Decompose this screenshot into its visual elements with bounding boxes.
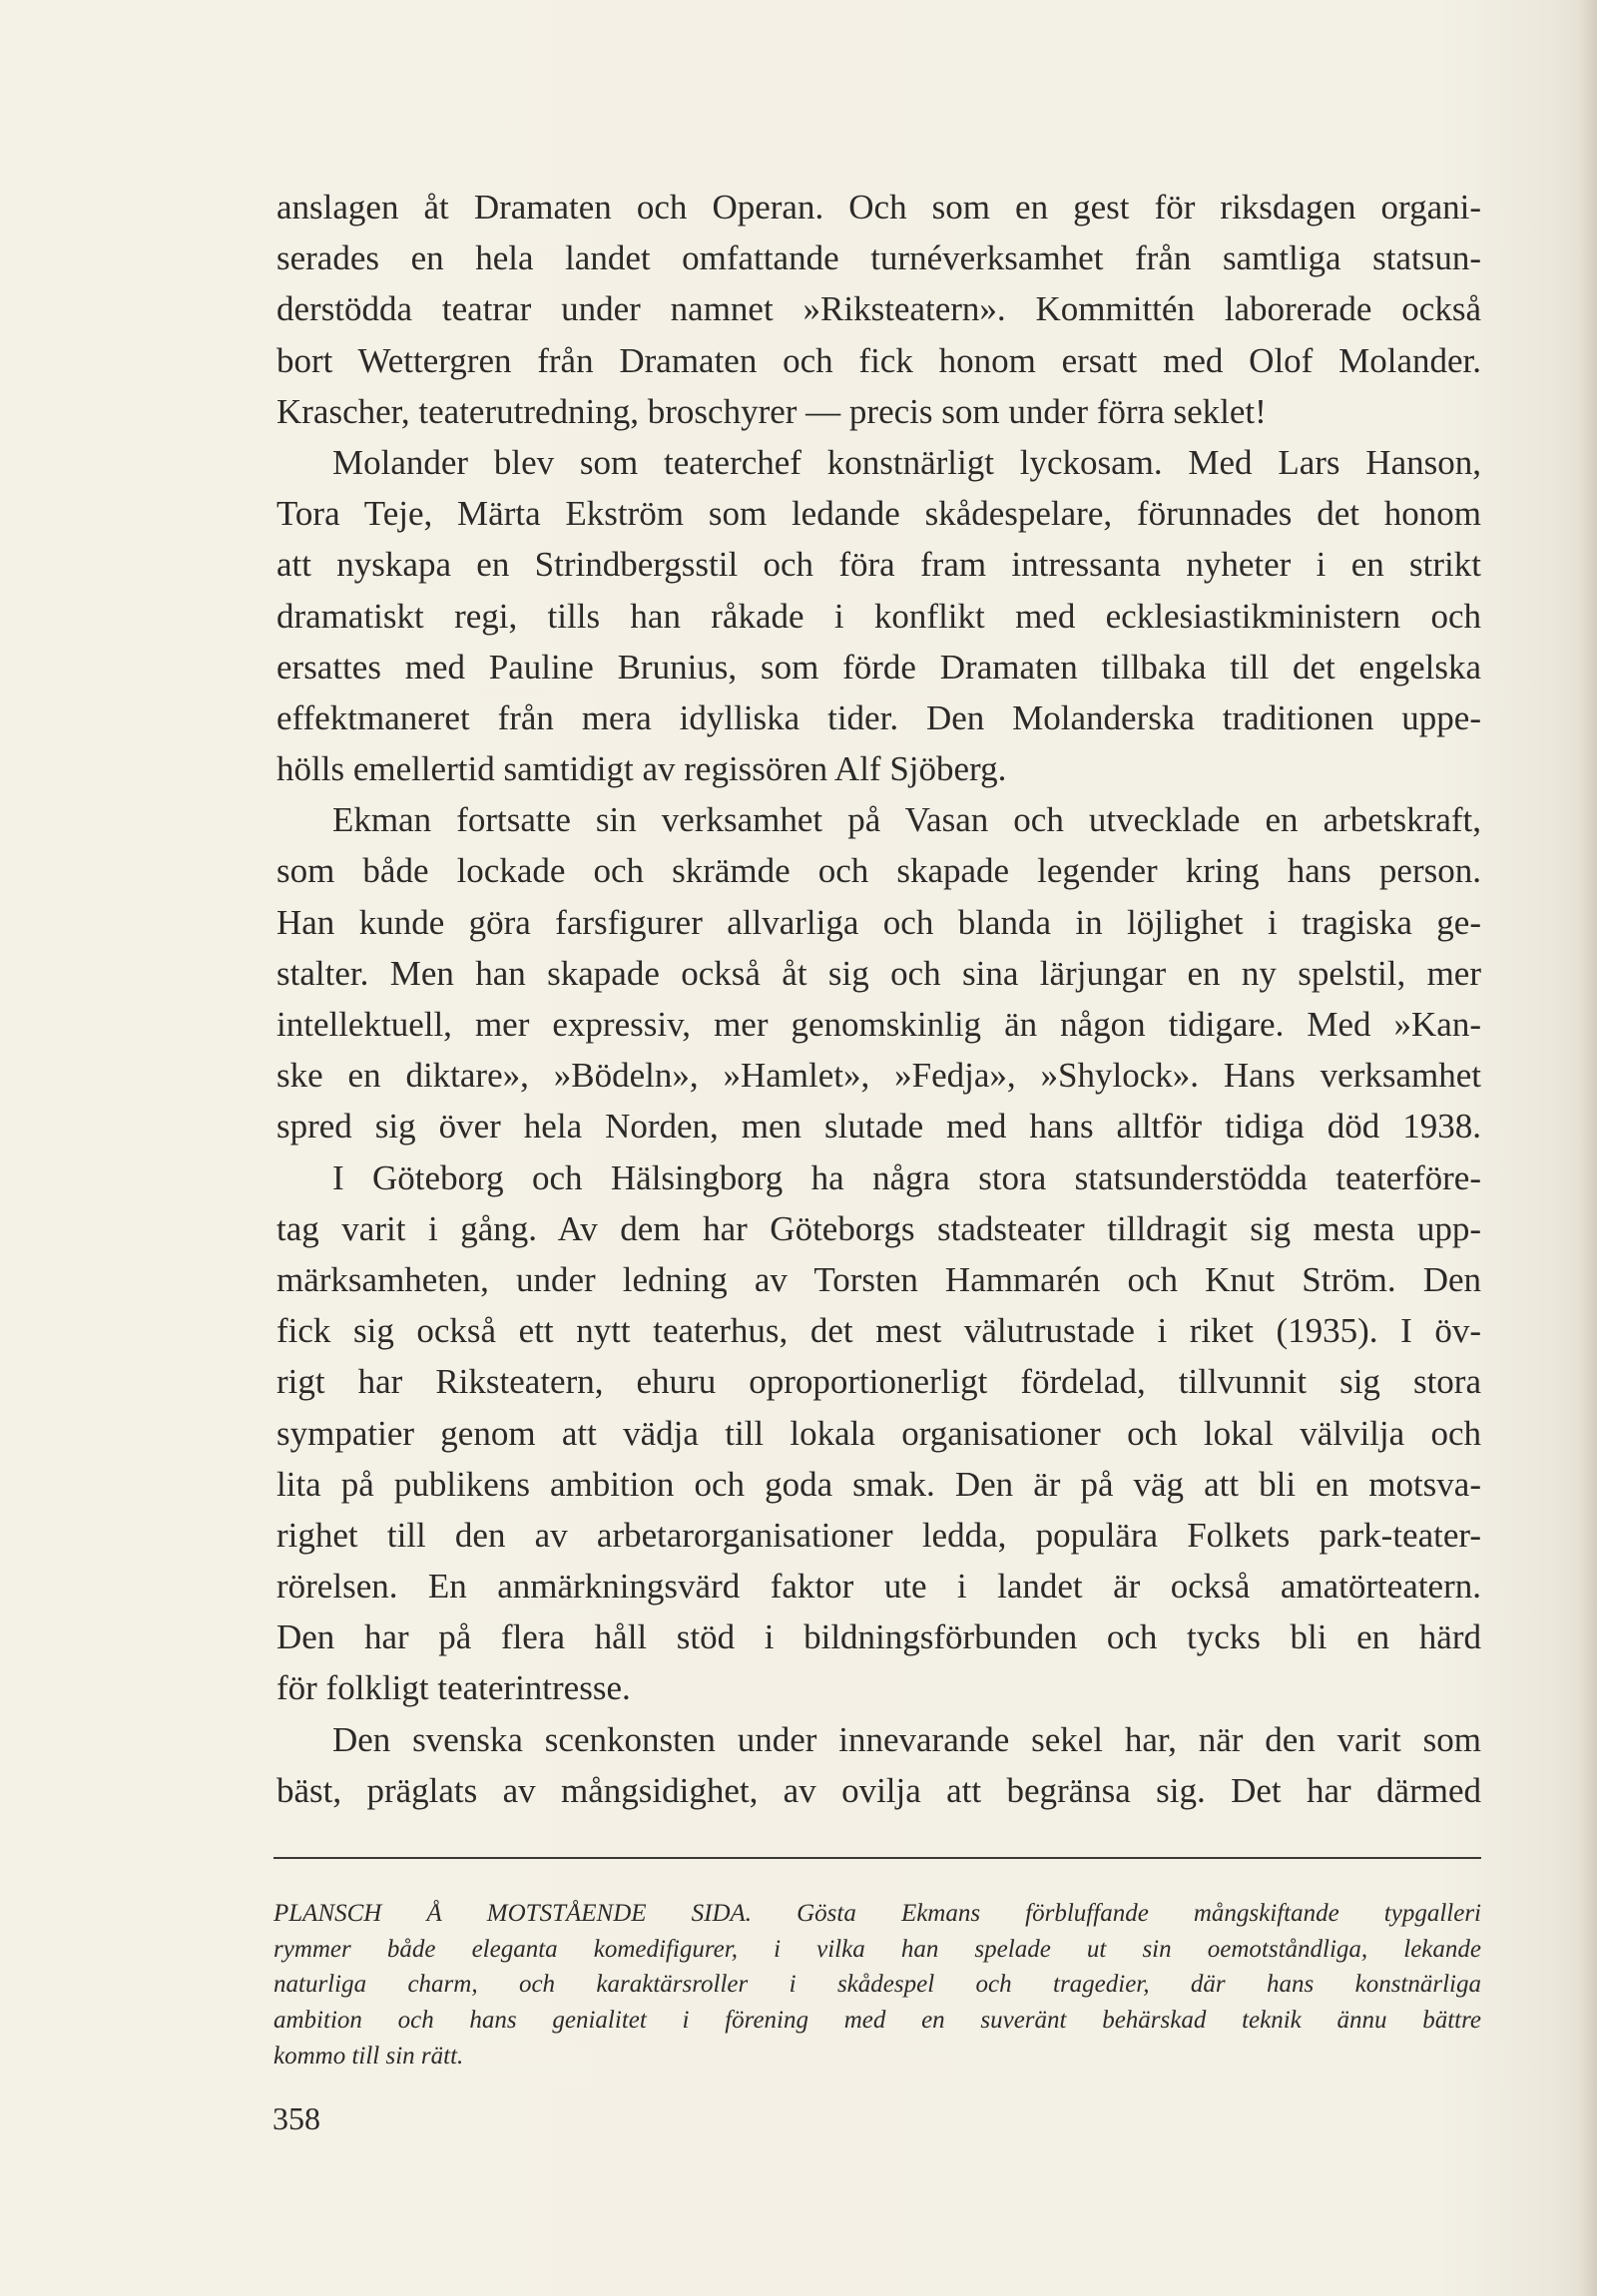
body-line: spred sig över hela Norden, men slutade med hans alltför tidiga död 1938.	[276, 1107, 1481, 1147]
body-line: märksamheten, under ledning av Torsten Hammarén och Knut Ström. Den	[276, 1259, 1481, 1299]
body-line: Den svenska scenkonsten under innevarande sekel har, när den varit som	[332, 1719, 1481, 1759]
page-edge-shadow	[1579, 0, 1597, 2296]
body-line: stalter. Men han skapade också åt sig och sina lärjungar en ny spelstil, mer	[276, 953, 1481, 993]
body-line: lita på publikens ambition och goda smak. Den är på väg att bli en motsva-	[276, 1464, 1481, 1504]
body-line: anslagen åt Dramaten och Operan. Och som en gest för riksdagen organi-	[276, 188, 1481, 227]
body-line: Krascher, teaterutredning, broschyrer — precis som under förra seklet!	[276, 391, 1267, 431]
body-line: derstödda teatrar under namnet »Riksteatern». Kommittén laborerade också	[276, 289, 1481, 329]
caption-line: kommo till sin rätt.	[273, 2042, 464, 2069]
body-line: intellektuell, mer expressiv, mer genomskinlig än någon tidigare. Med »Kan-	[276, 1005, 1481, 1044]
body-line: för folkligt teaterintresse.	[276, 1668, 631, 1708]
body-line: Han kunde göra farsfigurer allvarliga och blanda in löjlighet i tragiska ge-	[276, 902, 1481, 942]
caption-line: rymmer både eleganta komedifigurer, i vilka han spelade ut sin oemotståndliga, lekande	[273, 1935, 1481, 1963]
body-line: sympatier genom att vädja till lokala organisationer och lokal välvilja och	[276, 1413, 1481, 1453]
caption-line: naturliga charm, och karaktärsroller i skådespel och tragedier, där hans konstnärliga	[273, 1971, 1481, 1999]
body-line: Ekman fortsatte sin verksamhet på Vasan och utvecklade en arbetskraft,	[332, 800, 1481, 840]
body-line: bäst, präglats av mångsidighet, av ovilja att begränsa sig. Det har därmed	[276, 1770, 1481, 1810]
plate-caption	[273, 1896, 1481, 2073]
body-line: rörelsen. En anmärkningsvärd faktor ute i landet är också amatörteatern.	[276, 1567, 1481, 1607]
caption-line: ambition och hans genialitet i förening med en suveränt behärskad teknik ännu bättre	[273, 2007, 1481, 2035]
body-line: righet till den av arbetarorganisationer ledda, populära Folkets park-teater-	[276, 1515, 1481, 1555]
body-line: Tora Teje, Märta Ekström som ledande skådespelare, förunnades det honom	[276, 494, 1481, 534]
body-line: effektmaneret från mera idylliska tider. Den Molanderska traditionen uppe-	[276, 697, 1481, 737]
caption-divider	[273, 1857, 1481, 1859]
body-line: rigt har Riksteatern, ehuru oproportionerligt fördelad, tillvunnit sig stora	[276, 1362, 1481, 1402]
caption-line: PLANSCH Å MOTSTÅENDE SIDA. Gösta Ekmans förbluffande mångskiftande typgalleri	[273, 1900, 1481, 1927]
body-line: Den har på flera håll stöd i bildningsförbunden och tycks bli en härd	[276, 1617, 1481, 1657]
page-number: 358	[272, 2100, 320, 2136]
body-line: fick sig också ett nytt teaterhus, det mest välutrustade i riket (1935). I öv-	[276, 1311, 1481, 1351]
body-line: tag varit i gång. Av dem har Göteborgs stadsteater tilldragit sig mesta upp-	[276, 1208, 1481, 1248]
body-line: ersattes med Pauline Brunius, som förde Dramaten tillbaka till det engelska	[276, 647, 1481, 687]
body-text	[276, 182, 1481, 1816]
body-line: att nyskapa en Strindbergsstil och föra fram intressanta nyheter i en strikt	[276, 545, 1481, 585]
body-line: serades en hela landet omfattande turnéverksamhet från samtliga statsun-	[276, 238, 1481, 278]
body-line: som både lockade och skrämde och skapade legender kring hans person.	[276, 851, 1481, 891]
body-line: bort Wettergren från Dramaten och fick honom ersatt med Olof Molander.	[276, 340, 1481, 380]
body-line: Molander blev som teaterchef konstnärligt lyckosam. Med Lars Hanson,	[332, 442, 1481, 482]
body-line: I Göteborg och Hälsingborg ha några stora statsunderstödda teaterföre-	[332, 1157, 1481, 1197]
body-line: hölls emellertid samtidigt av regissören Alf Sjöberg.	[276, 749, 1007, 789]
body-line: ske en diktare», »Bödeln», »Hamlet», »Fedja», »Shylock». Hans verksamhet	[276, 1056, 1481, 1096]
body-line: dramatiskt regi, tills han råkade i konflikt med ecklesiastikministern och	[276, 596, 1481, 636]
